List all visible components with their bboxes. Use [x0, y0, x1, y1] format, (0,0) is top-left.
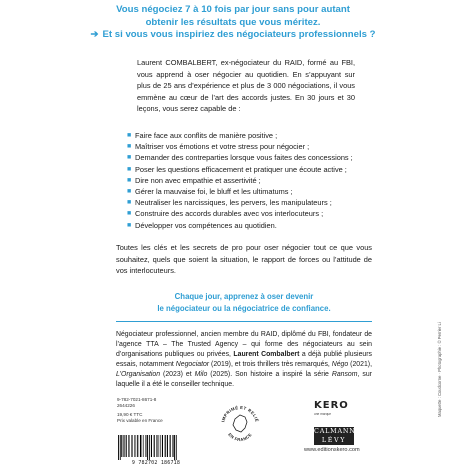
list-item: [127, 164, 355, 175]
price-note: Prix valable en France: [117, 417, 163, 423]
hook-line-2: obtenir les résultats que vous méritez.: [145, 16, 321, 28]
photo-credits: Maquette : Coudcorne · Photographie : © Perrier Li: [437, 322, 442, 417]
daily-tagline: [116, 291, 372, 314]
svg-text:EN FRANCE: [227, 432, 252, 442]
seal-text-bottom: EN FRANCE: [227, 431, 253, 443]
list-item-text: Maîtriser vos émotions et votre stress pour négocier ;: [135, 142, 310, 152]
bio-text: (2025). Son histoire a inspiré la série: [207, 370, 332, 378]
square-bullet-icon: ■: [127, 165, 132, 173]
square-bullet-icon: ■: [127, 199, 132, 207]
list-item-text: Neutraliser les narcissiques, les pervers, les manipulateurs ;: [135, 198, 332, 208]
kero-wordmark: KERO: [314, 400, 349, 411]
list-item: [127, 175, 355, 186]
bio-text: Négociateur professionnel, ancien membre du RAID, diplômé du FBI, fondateur de l’agence TTA – The Trusted Agency – qui forme des négociateurs au sein d’organisations publiques ou privées,: [116, 331, 372, 358]
author-name: Laurent Combalbert: [233, 350, 300, 358]
book-title: Negociator: [175, 360, 210, 368]
price-text: 19,90 € TTC: [117, 412, 143, 418]
barcode-digits: 9 782702 186718: [131, 460, 181, 466]
square-bullet-icon: ■: [127, 154, 132, 162]
list-item: [127, 152, 355, 163]
list-item-text: Construire des accords durables avec vos interlocuteurs ;: [135, 209, 324, 219]
product-code: 2644226: [117, 402, 135, 408]
intro-paragraph: Laurent COMBALBERT, ex-négociateur du RAID, formé au FBI, vous apprend à oser négocier au quotidien. En s’appuyant sur plus de 25 ans d’expérience et plus de 3 000 négociations, il vous emmène au cœur de l’art des accords justes. En 30 jours et 30 leçons, vous serez capable de :: [137, 58, 355, 113]
bio-text: , sur laquelle il a été le conseiller technique.: [116, 370, 372, 388]
list-item-text: Poser les questions efficacement et pratiquer une écoute active ;: [135, 164, 347, 174]
list-item-text: Gérer la mauvaise foi, le bluff et les ultimatums ;: [135, 187, 293, 197]
book-title: L’Organisation: [116, 370, 161, 378]
calmann-levy-logo: [314, 427, 354, 445]
square-bullet-icon: ■: [127, 143, 132, 151]
square-bullet-icon: ■: [127, 210, 132, 218]
list-item: [127, 220, 355, 231]
daily-line-1: Chaque jour, apprenez à oser devenir: [174, 292, 314, 301]
hook-headline: [60, 4, 406, 29]
list-item-text: Développer vos compétences au quotidien.: [135, 220, 277, 230]
france-map-icon: [219, 395, 261, 455]
list-item: [127, 208, 355, 219]
square-bullet-icon: ■: [127, 132, 132, 139]
secrets-paragraph: Toutes les clés et les secrets de pro pour oser négocier tout ce que vous souhaitez, quels que soient la situation, le rapport de forces ou l’attitude de vos interlocuteurs.: [116, 243, 372, 275]
bio-text: a déjà publié plusieurs essais, notamment: [116, 350, 372, 368]
printed-in-france-seal: [219, 395, 261, 455]
bio-text: (2021),: [348, 360, 372, 368]
square-bullet-icon: ■: [127, 221, 132, 229]
list-item: [127, 130, 355, 141]
seal-text-top: IMPRIMÉ ET RELIÉ: [220, 404, 260, 423]
barcode-block: [117, 397, 195, 466]
arrow-icon: ➔: [90, 29, 99, 40]
hook-question: [60, 29, 406, 42]
square-bullet-icon: ■: [127, 176, 132, 184]
list-item-text: Demander des contreparties lorsque vous faites des concessions ;: [135, 153, 353, 163]
list-item-text: Faire face aux conflits de manière positive ;: [135, 131, 278, 140]
hook-line-3: Et si vous vous inspiriez des négociateurs professionnels ?: [102, 29, 376, 40]
list-item-text: Dire non avec empathie et assertivité ;: [135, 175, 261, 185]
hook-line-1: Vous négociez 7 à 10 fois par jour sans pour autant: [116, 4, 350, 15]
barcode: [117, 435, 195, 460]
bio-text: (2019), et trois thrillers très remarqués,: [209, 360, 332, 368]
isbn-text: 9-782-7021-8671-8: [117, 397, 157, 402]
kero-logo: [314, 400, 354, 416]
list-item: [127, 186, 355, 197]
calmann-wordmark: CALMANN: [314, 427, 356, 435]
list-item: [127, 197, 355, 208]
section-divider: [116, 321, 372, 322]
kero-subtitle: une marque: [314, 412, 332, 416]
skills-list: [127, 130, 355, 231]
daily-line-2: le négociateur ou la négociatrice de confiance.: [157, 303, 331, 313]
book-title: Négo: [331, 360, 349, 368]
square-bullet-icon: ■: [127, 188, 132, 196]
publisher-website: www.editionskero.com: [304, 447, 360, 453]
book-title: Milo: [194, 370, 208, 378]
list-item: [127, 141, 355, 152]
levy-wordmark: LÉVY: [321, 436, 347, 444]
series-title: Ransom: [331, 370, 358, 378]
svg-text:IMPRIMÉ ET RELIÉ: [220, 405, 259, 423]
bio-text: (2023) et: [160, 370, 195, 378]
author-bio: [116, 330, 372, 389]
